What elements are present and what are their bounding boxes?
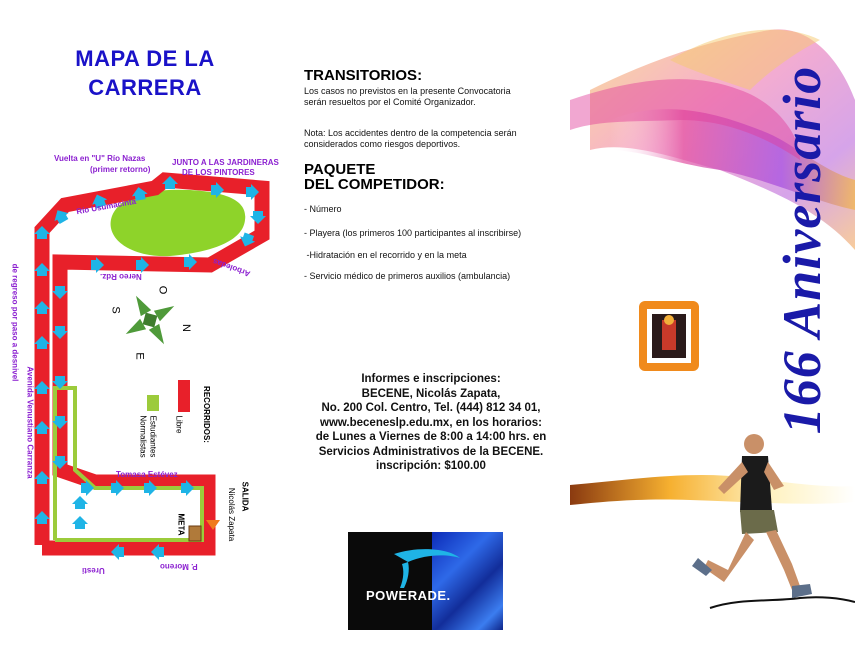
legend-normalistas-swatch bbox=[147, 395, 159, 411]
powerade-swoosh-icon bbox=[348, 532, 503, 630]
transitorios-title: TRANSITORIOS: bbox=[304, 67, 423, 84]
salida-street: Nicolás Zapata bbox=[227, 487, 237, 542]
powerade-brand: POWERADE. bbox=[366, 588, 451, 603]
paquete-item: - Número bbox=[304, 204, 342, 214]
compass-s: S bbox=[109, 306, 122, 314]
informes-line: de Lunes a Viernes de 8:00 a 14:00 hrs. en bbox=[315, 431, 547, 443]
salida-label: SALIDA bbox=[240, 481, 250, 512]
map-title-line2: CARRERA bbox=[88, 75, 202, 100]
street-jardineras-1: JUNTO A LAS JARDINERAS bbox=[172, 158, 279, 167]
powerade-logo bbox=[348, 532, 503, 630]
street-primer-retorno: (primer retorno) bbox=[90, 165, 151, 174]
compass bbox=[123, 293, 177, 347]
legend-title: RECORRIDOS: bbox=[201, 386, 211, 443]
transitorios-note: Nota: Los accidentes dentro de la competencia serán considerados como riesgos deportivos. bbox=[304, 128, 517, 149]
informes-line: No. 200 Col. Centro, Tel. (444) 812 34 01, bbox=[321, 402, 541, 414]
legend-libre-swatch bbox=[178, 380, 190, 412]
legend-estudiantes-1: Estudiantes bbox=[148, 415, 158, 458]
informes-line: Informes e inscripciones: bbox=[361, 373, 501, 385]
informes-block bbox=[290, 372, 572, 474]
compass-n: N bbox=[179, 324, 192, 332]
becene-crest-icon bbox=[634, 296, 704, 376]
street-venustiano: Avenida Venustiano Carranza bbox=[25, 366, 35, 479]
route-map bbox=[0, 0, 290, 660]
info-panel bbox=[290, 0, 570, 660]
meta-marker bbox=[189, 526, 201, 541]
street-nereo: Nereo Rdz. bbox=[100, 272, 142, 281]
street-arboledas: Arboledas bbox=[211, 256, 252, 279]
street-usumacinta: Río Usumacinta bbox=[75, 196, 137, 217]
street-vuelta: Vuelta en "U" Río Nazas bbox=[54, 154, 146, 163]
street-jardineras-2: DE LOS PINTORES bbox=[182, 168, 255, 177]
informes-line: www.beceneslp.edu.mx, en los horarios: bbox=[320, 416, 542, 429]
paquete-item: -Hidratación en el recorrido y en la meta bbox=[304, 250, 467, 260]
street-moreno: P. Moreno bbox=[160, 562, 198, 571]
street-uresti: Uresti bbox=[82, 566, 105, 575]
informes-line: inscripción: $100.00 bbox=[376, 460, 486, 472]
informes-line: Servicios Administrativos de la BECENE. bbox=[318, 445, 544, 458]
anniversary-panel bbox=[570, 0, 855, 660]
transitorios-text: Los casos no previstos en la presente Convocatoria serán resueltos por el Comité Organizador. bbox=[304, 86, 511, 107]
street-tomasa: Tomasa Estévez bbox=[116, 470, 178, 479]
anniversary-title: 166 Aniversario bbox=[772, 65, 832, 435]
compass-o: O bbox=[156, 285, 169, 295]
paquete-item: - Servicio médico de primeros auxilios (ambulancia) bbox=[304, 271, 511, 281]
map-title-line1: MAPA DE LA bbox=[75, 46, 215, 71]
compass-e: E bbox=[133, 352, 146, 360]
route-arrow-icon bbox=[72, 516, 88, 529]
informes-line: BECENE, Nicolás Zapata, bbox=[361, 387, 501, 400]
route-arrow-icon bbox=[72, 496, 88, 509]
paquete-title-2: DEL COMPETIDOR: bbox=[304, 176, 445, 193]
meta-label: META bbox=[176, 513, 186, 536]
paquete-title-1: PAQUETE bbox=[304, 161, 376, 178]
paquete-item: - Playera (los primeros 100 participantes al inscribirse) bbox=[304, 228, 522, 238]
street-desnivel: de regreso por paso a desnivel bbox=[10, 263, 20, 382]
legend-estudiantes-2: Normalistas bbox=[138, 415, 148, 458]
race-map-panel bbox=[0, 0, 290, 660]
runner-figure bbox=[688, 430, 838, 610]
legend-libre: Libre bbox=[174, 415, 184, 434]
